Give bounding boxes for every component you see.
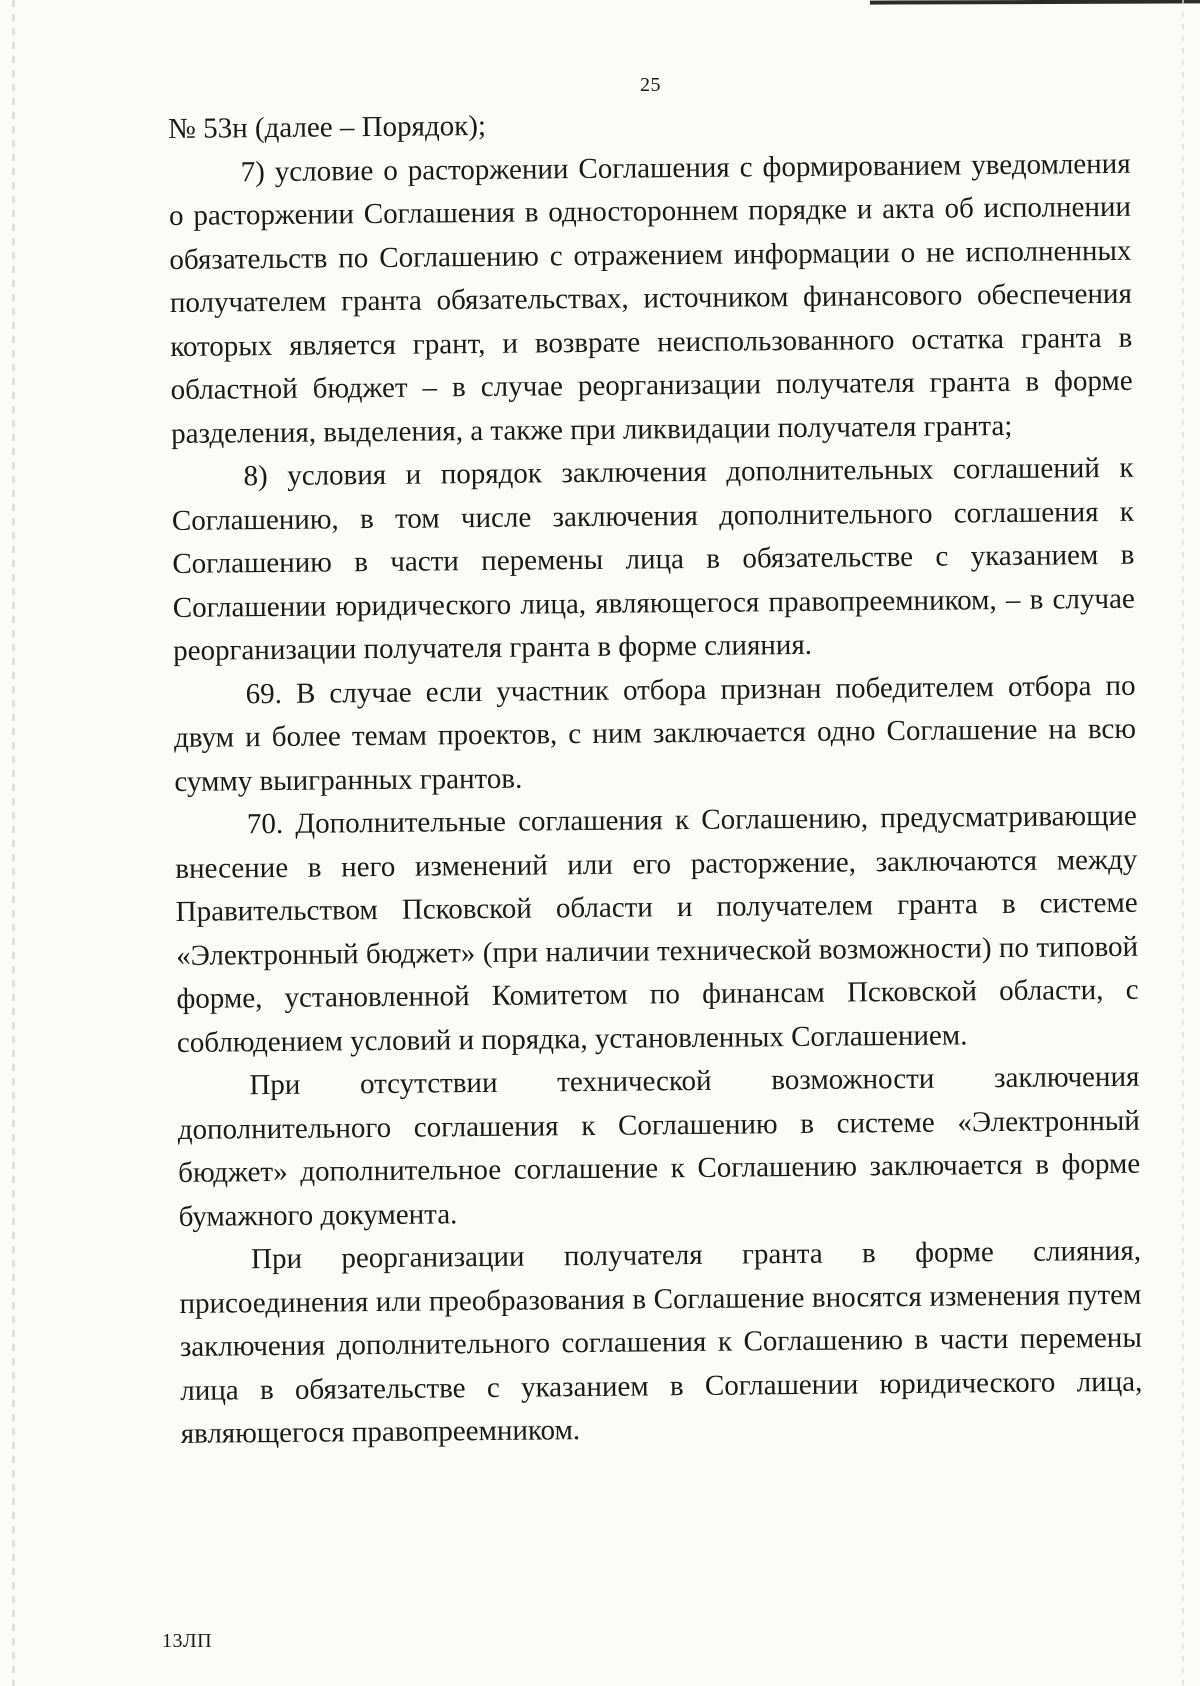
scan-artifact-line [870, 0, 1200, 5]
paragraph-item-7: 7) условие о расторжении Соглашения с формированием уведомления о расторжении Соглашения в одностороннем порядке и акта об исполнении обязательств по Соглашению с отражением информации о не исполненных получателем гранта обязательствах, источником финансового обеспечения которых является грант, и возврате неиспользованного остатка гранта в областной бюджет – в случае реорганизации получателя гранта в форме разделения, выделения, а также при ликвидации получателя гранта; [168, 147, 1133, 450]
footer-code: 13ЛП [162, 1630, 213, 1652]
paragraph-continuation: № 53н (далее – Порядок); [168, 109, 487, 145]
scan-edge-right [1182, 0, 1184, 1686]
paragraph-69: 69. В случае если участник отбора признан победителем отбора по двум и более темам проектов, с ним заключается одно Соглашение на всю сумму выигранных грантов. [173, 669, 1137, 798]
paragraph-70: 70. Дополнительные соглашения к Соглашению, предусматривающие внесение в него изменений или его расторжение, заключаются между Правительством Псковской области и получателем гранта в системе «Электронный бюджет» (при наличии технической возможности) по типовой форме, установленной Комитетом по финансам Псковской области, с соблюдением условий и порядка, установленных Соглашением. [175, 799, 1139, 1059]
page-number: 25 [640, 74, 661, 96]
document-body [168, 99, 1143, 1457]
paragraph-item-8: 8) условия и порядок заключения дополнительных соглашений к Соглашению, в том числе заключения дополнительного соглашения к Соглашению в части перемены лица в обязательстве с указанием в Соглашении юридического лица, являющегося правопреемником, – в случае реорганизации получателя гранта в форме слияния. [171, 451, 1135, 667]
paragraph-paper-form: При отсутствии технической возможности заключения дополнительного соглашения к Соглашению в системе «Электронный бюджет» дополнительное соглашение к Соглашению заключается в форме бумажного документа. [177, 1060, 1141, 1233]
paragraph-reorganization: При реорганизации получателя гранта в форме слияния, присоединения или преобразования в Соглашение вносятся изменения путем заключения дополнительного соглашения к Соглашению в части перемены лица в обязательстве с указанием в Соглашении юридического лица, являющегося правопреемником. [179, 1234, 1143, 1450]
scan-edge-left [12, 0, 15, 1686]
